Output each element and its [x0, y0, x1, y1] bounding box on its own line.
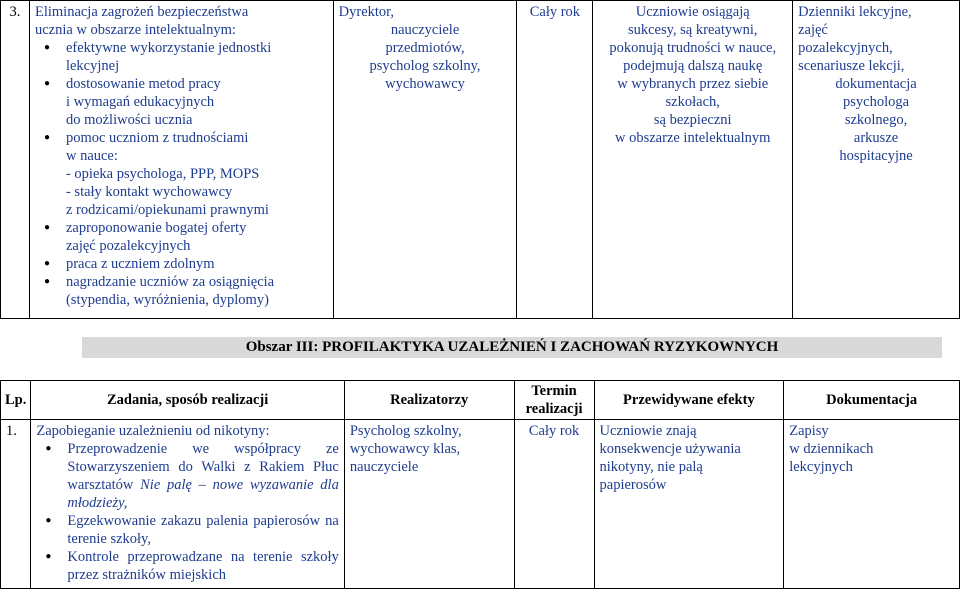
list-item: ● Egzekwowanie zakazu palenia papierosów na terenie szkoły,: [36, 512, 338, 548]
section-banner: Obszar III: PROFILAKTYKA UZALEŻNIEŃ I ZACHOWAŃ RYZYKOWNYCH: [82, 337, 942, 358]
list-item: ● Przeprowadzenie we współpracy ze Stowarzyszeniem do Walki z Rakiem Płuc warsztatów Nie palę – nowe wyzawanie dla młodzieży,: [36, 440, 338, 512]
table-row: [1, 420, 960, 589]
termin-cell: Cały rok: [514, 420, 594, 589]
header-lp: Lp.: [1, 381, 31, 420]
realizatorzy-cell: Dyrektor, nauczyciele przedmiotów, psycholog szkolny, wychowawcy: [333, 1, 517, 319]
list-item: ● nagradzanie uczniów za osiągnięcia (stypendia, wyróżnienia, dyplomy): [35, 273, 328, 309]
task-cell: [29, 1, 333, 319]
task-title: Eliminacja zagrożeń bezpieczeństwa ucznia w obszarze intelektualnym:: [34, 4, 249, 38]
realizatorzy-cell: Psycholog szkolny, wychowawcy klas, nauczyciele: [344, 420, 514, 589]
lp-cell: 1.: [1, 420, 31, 589]
list-item: ● dostosowanie metod pracy i wymagań edukacyjnych do możliwości ucznia: [35, 75, 328, 129]
dokumentacja-cell: Dzienniki lekcyjne, zajęć pozalekcyjnych, scenariusze lekcji, dokumentacja psychologa szkolnego, arkusze hospitacyjne: [793, 1, 960, 319]
header-dokumentacja: Dokumentacja: [784, 381, 960, 420]
list-item: ● praca z uczniem zdolnym: [35, 255, 328, 273]
lp-cell: 3.: [1, 1, 30, 319]
list-item: ● zaproponowanie bogatej oferty zajęć pozalekcyjnych: [35, 219, 328, 255]
table-area-3: [0, 380, 960, 589]
task-cell: [31, 420, 344, 589]
header-realizatorzy: Realizatorzy: [344, 381, 514, 420]
header-row: [1, 381, 960, 420]
task-title: Zapobieganie uzależnieniu od nikotyny:: [36, 423, 270, 439]
efekty-cell: Uczniowie osiągają sukcesy, są kreatywni, pokonują trudności w nauce, podejmują dalszą naukę w wybranych przez siebie szkołach, są bezpieczni w obszarze intelektualnym: [593, 1, 793, 319]
task-list: [35, 39, 328, 309]
termin-cell: Cały rok: [517, 1, 593, 319]
header-zadania: Zadania, sposób realizacji: [31, 381, 344, 420]
table-row: [1, 1, 960, 319]
header-efekty: Przewidywane efekty: [594, 381, 784, 420]
efekty-cell: Uczniowie znają konsekwencje używania nikotyny, nie palą papierosów: [594, 420, 784, 589]
header-termin: Termin realizacji: [514, 381, 594, 420]
list-item: ● Kontrole przeprowadzane na terenie szkoły przez strażników miejskich: [36, 548, 338, 584]
task-list: [36, 440, 338, 584]
dokumentacja-cell: Zapisy w dziennikach lekcyjnych: [784, 420, 960, 589]
list-item: ● pomoc uczniom z trudnościami w nauce: - opieka psychologa, PPP, MOPS - stały kontakt wychowawcy z rodzicami/opiekunami prawnymi: [35, 129, 328, 219]
list-item: ● efektywne wykorzystanie jednostki lekcyjnej: [35, 39, 328, 75]
